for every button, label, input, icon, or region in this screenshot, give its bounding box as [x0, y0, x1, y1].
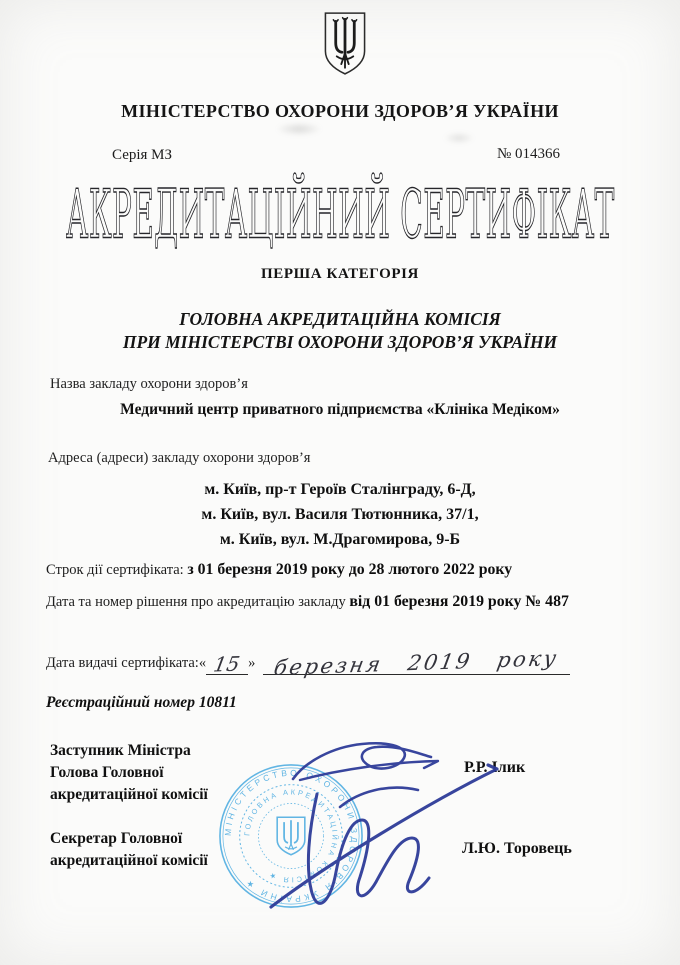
document-title-wrap [0, 176, 680, 254]
deputy-title-line: Заступник Міністра [50, 742, 191, 759]
address-line: м. Київ, вул. Василя Тютюнника, 37/1, [201, 506, 479, 523]
secretary-title [50, 828, 208, 872]
deputy-title-line: Голова Головної [50, 764, 164, 781]
validity-label: Строк дії сертифіката: [46, 562, 184, 578]
quote-open: « [198, 655, 207, 671]
issue-date-label: Дата видачі сертифіката: [46, 655, 199, 671]
category-subtitle: ПЕРША КАТЕГОРІЯ [261, 266, 419, 282]
handwritten-day: 15 [212, 651, 242, 677]
ukraine-trident-emblem-icon [320, 10, 370, 78]
address-line: м. Київ, пр-т Героїв Сталінграду, 6-Д, [204, 481, 476, 498]
decision-row [46, 593, 569, 611]
decision-label: Дата та номер рішення про акредитацію закладу [46, 594, 346, 610]
secretary-title-line: акредитаційної комісії [50, 852, 208, 869]
series-label: Серія МЗ [112, 147, 173, 163]
facility-name-label: Назва закладу охорони здоров’я [50, 376, 248, 392]
stamp-trident-icon [277, 817, 305, 855]
stamp-inner-text: ГОЛОВНА АКРЕДИТАЦІЙНА КОМІСІЯ ★ [242, 787, 340, 885]
deputy-title-line: акредитаційної комісії [50, 786, 208, 803]
issue-date-row [46, 640, 570, 680]
registration-number: Реєстраційний номер 10811 [46, 694, 237, 711]
deputy-minister-title [50, 740, 208, 806]
stamp-outer-text: МІНІСТЕРСТВО ОХОРОНИ ЗДОРОВ’Я УКРАЇНИ ★ [222, 767, 360, 905]
secretary-name: Л.Ю. Торовець [462, 840, 572, 857]
deputy-minister-name: Р.Р. Ілик [464, 759, 526, 776]
official-round-stamp [216, 761, 366, 911]
facility-address-list [0, 477, 680, 552]
commission-heading [0, 308, 680, 354]
quote-close: » [248, 655, 256, 671]
secretary-title-line: Секретар Головної [50, 830, 183, 847]
validity-row [46, 561, 512, 579]
handwritten-month-year: березня 2019 року [272, 646, 561, 680]
commission-line2: ПРИ МІНІСТЕРСТВІ ОХОРОНИ ЗДОРОВ’Я УКРАЇНИ [122, 332, 558, 352]
facility-name-value: Медичний центр приватного підприємства «Клініка Медіком» [120, 401, 560, 418]
validity-value: з 01 березня 2019 року до 28 лютого 2022 року [187, 561, 513, 578]
certificate-number: № 014366 [497, 146, 561, 162]
ministry-title: МІНІСТЕРСТВО ОХОРОНИ ЗДОРОВ’Я УКРАЇНИ [121, 101, 559, 121]
commission-line1: ГОЛОВНА АКРЕДИТАЦІЙНА КОМІСІЯ [179, 309, 501, 329]
document-title: АКРЕДИТАЦІЙНИЙ СЕРТИФІКАТ [65, 175, 615, 255]
scan-smudge [444, 132, 474, 144]
issue-day-underline [206, 644, 248, 675]
scan-smudge [276, 122, 322, 136]
issue-month-year-underline [263, 640, 570, 680]
facility-address-label: Адреса (адреси) закладу охорони здоров’я [48, 450, 311, 466]
decision-value: від 01 березня 2019 року № 487 [349, 593, 569, 610]
address-line: м. Київ, вул. М.Драгомирова, 9-Б [219, 531, 461, 548]
